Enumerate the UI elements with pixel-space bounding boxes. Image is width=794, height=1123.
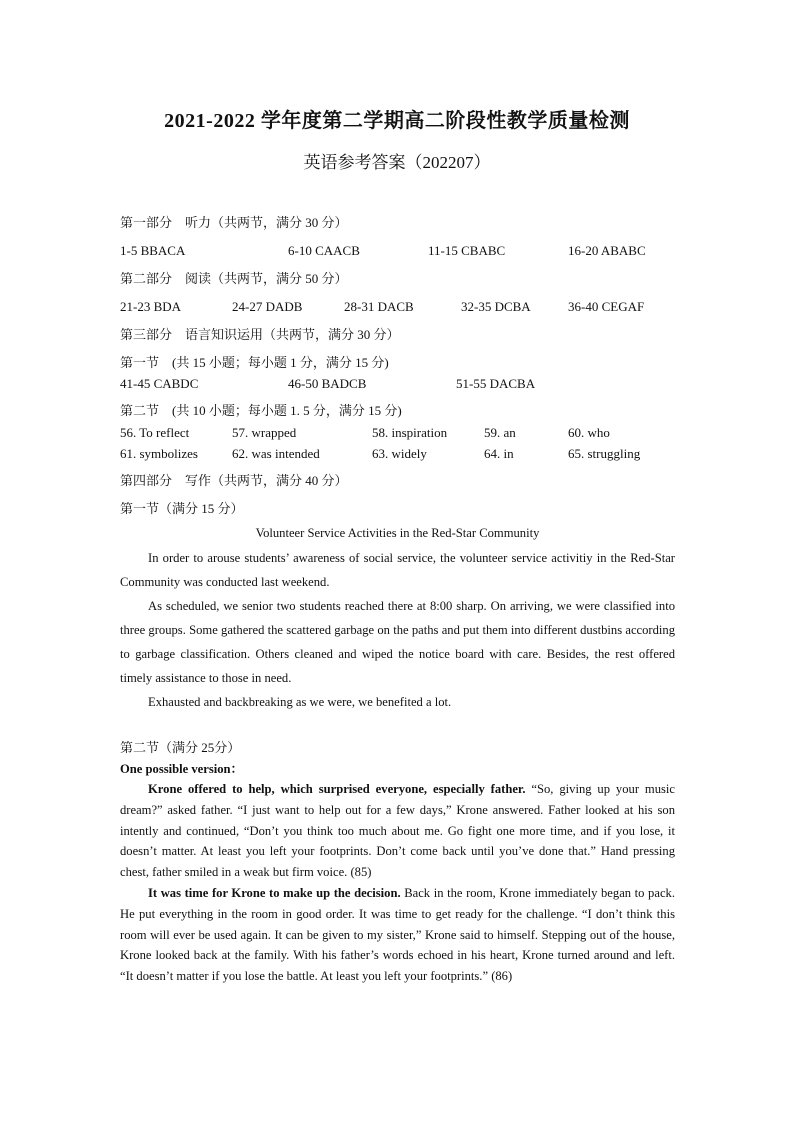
essay-paragraph: In order to arouse students’ awareness of social service, the volunteer service activitiy in the Red-Star Community was conducted last weekend.: [120, 551, 675, 589]
answer-group: 6-10 CAACB: [288, 243, 360, 258]
part3-section2-heading: 第二节 (共 10 小题；每小题 1. 5 分，满分 15 分): [120, 403, 402, 418]
answer-group: 28-31 DACB: [344, 299, 414, 314]
page-subtitle: 英语参考答案（202207）: [303, 153, 491, 172]
part3-heading: 第三部分 语言知识运用（共两节，满分 30 分）: [120, 327, 400, 342]
answer-item: 58. inspiration: [372, 425, 448, 440]
essay-paragraph: Exhausted and backbreaking as we were, we benefited a lot.: [148, 695, 452, 709]
part4-section1-heading: 第一节（满分 15 分）: [120, 501, 244, 516]
answer-group: 32-35 DCBA: [461, 299, 531, 314]
answer-item: 62. was intended: [232, 446, 320, 461]
answer-item: 61. symbolizes: [120, 446, 198, 461]
part1-heading: 第一部分 听力（共两节，满分 30 分）: [120, 215, 348, 230]
part2-heading: 第二部分 阅读（共两节，满分 50 分）: [120, 271, 348, 286]
answer-item: 56. To reflect: [120, 425, 190, 440]
answer-group: 51-55 DACBA: [456, 376, 536, 391]
answer-group: 21-23 BDA: [120, 299, 182, 314]
part4-section2-heading: 第二节（满分 25分）: [120, 740, 241, 755]
version-label: One possible version：: [120, 762, 244, 776]
paragraph-body: Back in the room, Krone immediately began to pack. He put everything in the room in good order. It was time to get ready for the challenge. “I don’t think this room will ever be used again. It can be given to my sister,” Krone said to himself. Stepping out of the house, Krone looked back at the family. With his father’s words echoed in his heart, Krone turned around and left. “It doesn’t matter if you lose the battle. At least you left your footprints.” (86): [120, 886, 675, 984]
paragraph-lead-sentence: Krone offered to help, which surprised everyone, especially father.: [148, 782, 526, 796]
answer-group: 46-50 BADCB: [288, 376, 367, 391]
essay-paragraph: As scheduled, we senior two students reached there at 8:00 sharp. On arriving, we were classified into three groups. Some gathered the scattered garbage on the paths and put them into different dustbins according to garbage classification. Others cleaned and wiped the notice board with care. Besides, the rest offered timely assistance to those in need.: [120, 599, 675, 685]
answer-group: 11-15 CBABC: [428, 243, 506, 258]
answer-group: 1-5 BBACA: [120, 243, 186, 258]
answer-item: 57. wrapped: [232, 425, 297, 440]
page-title: 2021-2022 学年度第二学期高二阶段性教学质量检测: [164, 110, 630, 132]
answer-group: 24-27 DADB: [232, 299, 303, 314]
answer-item: 60. who: [568, 425, 610, 440]
answer-item: 64. in: [484, 446, 514, 461]
paragraph-lead-sentence: It was time for Krone to make up the decision.: [148, 886, 401, 900]
continuation-paragraph-2: [120, 883, 675, 987]
part4-heading: 第四部分 写作（共两节，满分 40 分）: [120, 473, 348, 488]
essay-title: Volunteer Service Activities in the Red-Star Community: [255, 526, 540, 540]
paragraph-body: “So, giving up your music dream?” asked father. “I just want to help out for a few days,” Krone answered. Father looked at his son intently and continued, “Don’t you think too much about me. Go fight one more time, and if you lose, it doesn’t matter. At least you left your footprints. Don’t come back until you’ve done that.” Hand pressing chest, father smiled in a weak but firm voice. (85): [120, 782, 675, 880]
answer-group: 41-45 CABDC: [120, 376, 199, 391]
answer-item: 65. struggling: [568, 446, 641, 461]
answer-group: 16-20 ABABC: [568, 243, 646, 258]
answer-group: 36-40 CEGAF: [568, 299, 645, 314]
continuation-paragraph-1: [120, 779, 675, 883]
answer-item: 63. widely: [372, 446, 427, 461]
part3-section1-heading: 第一节 (共 15 小题；每小题 1 分，满分 15 分): [120, 355, 389, 370]
answer-item: 59. an: [484, 425, 516, 440]
